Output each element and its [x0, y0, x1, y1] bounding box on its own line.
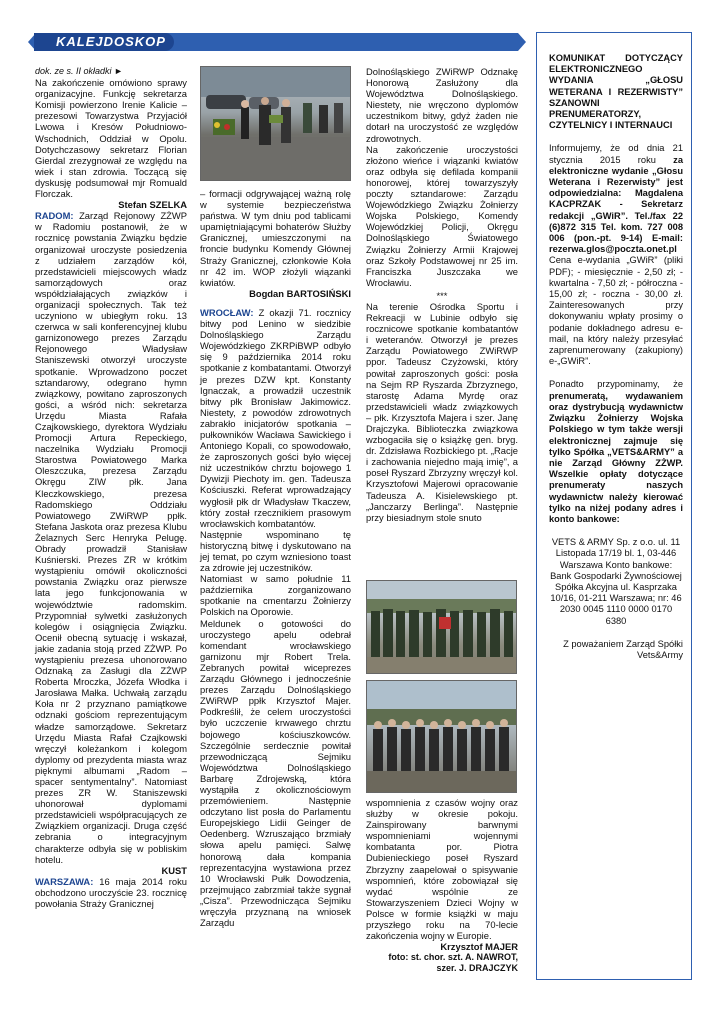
article-paragraph: Na zakończenie omówiono sprawy organizacyjne. Funkcję sekretarza Komisji powierzono Irenie Kalicie – prezesowi Towarzystwa Przyjaciół Lwowa i Kresów Południowo-Wschodnich, Oddział w Opolu. Dotychczasowy sekretarz Florian Gierdal zrezygnował ze względu na wiek i stan zdrowia. Toczącą się dyskusję podsumował mjr Romuald Florczak. [35, 77, 187, 200]
announcement-pricing: Cena e-wydania „GWiR” (pliki PDF); - miesięcznie - 2,50 zł; - kwartalna - 7,50 zł; - półroczna - 15,00 zł; - roczna - 30,00 zł. Zainteresowanych przy dokonywaniu wpłaty prosimy o podanie dokładnego adresu e-mail, na który należy przesyłać zaprenumerowany (zakupiony) e-„GWiR”. [549, 255, 683, 367]
company-address: VETS & ARMY Sp. z o.o. ul. 11 Listopada 17/19 bl. 1, 03-446 Warszawa Konto bankowe: Bank Gospodarki Żywnościowej Spółka Akcyjna ul. Kasprzaka 10/16, 01-211 Warszawa; nr: 46 2030 0045 1110 0000 0170 6380 [550, 537, 682, 626]
announcement-contact: za elektroniczne wydanie „Głosu Weterana i Rezerwisty” jest odpowiedzialna: Magdalena KACPRZAK - Sekretarz redakcji „GWiR”. Tel./fax 22 (6)872 315 Tel. kom. 727 008 006 (pon.-pt. 9-14) E-mail: rezerwa.glos@poczta.onet.pl [549, 154, 683, 255]
column-3 [366, 66, 518, 523]
article-text: Z okazji 71. rocznicy bitwy pod Lenino w siedzibie Dolnośląskiego Zarządu Wojewódzkiego ZKRPiBWP odbyło się 9 października 2014 roku spotkanie z kombatantami. Otworzył je prezes DZW kpt. Konstanty Ignaczak, a prowadził uczestnik bitwy płk Bronisław Jakimowicz. Niestety, z powodów zdrowotnych zabrakło inicjatorów spotkania – pułkowników Wacława Sawickiego i Antoniego Kopali, co spowodowało, że zaproszonych gości było więcej niż uczestników chrztu bojowego 1 Dywizji Piechoty im. gen. Tadeusza Kościuszki. Referat wprowadzający wygłosił płk dr Władysław Tkaczew, który został rzecznikiem prasowym wrocławskich kombatantów. [200, 306, 351, 529]
photo-ceremony-warsaw [200, 66, 351, 181]
header-arrow-right-icon [518, 33, 526, 51]
article-signature: Stefan SZELKA [118, 199, 187, 211]
photo-lubin-group-1 [366, 580, 517, 674]
announcement-text: Informujemy, że od dnia 21 stycznia 2015 roku [549, 143, 683, 165]
announcement-heading: KOMUNIKAT DOTYCZĄCY ELEKTRONICZNEGO WYDANIA „GŁOSU WETERANA I REZERWISTY” SZANOWNI PRENUMERATORZY, CZYTELNICY I INTERNAUCI [549, 53, 683, 131]
article-signature: Bogdan BARTOSIŃSKI [249, 287, 351, 299]
article-signature: Krzysztof MAJER [440, 941, 518, 953]
column-1 [35, 66, 187, 909]
photo-ceremony-warsaw-image [201, 67, 351, 181]
article-lead: RADOM: [35, 210, 74, 222]
article-paragraph: Na zakończenie uroczystości złożono wieńce i wiązanki kwiatów oraz odbyła się defilada kompanii honorowej, której towarzyszyły poczty sztandarowe: Zarządu Wojewódzkiego Związku Żołnierzy Wojska Polskiego, Komendy Wojewódzkiej Policji, Okręgu Dolnośląskiego Światowego Związku Żołnierzy Armii Krajowej oraz Szkoły Podstawowej nr 25 im. Franciszka Juszczaka we Wrocławiu. [366, 143, 518, 288]
column-2 [200, 188, 351, 928]
announcement-text: Ponadto przypominamy, że [549, 379, 683, 390]
article-paragraph: Na terenie Ośrodka Sportu i Rekreacji w Lubinie odbyło się rocznicowe spotkanie kombatantów i weteranów. Otworzył je prezes Zarządu Powiatowego ZWiRWP ppor. Tadeusz Czyżowski, który powitał zaproszonych gości: posła na Sejm RP Ryszarda Zbrzyznego, starostę Adama Myrdę oraz przedstawicieli władz związkowych – płk. Krzysztofa Majera i szer. Janę Drajczyka. Biblioteczka związkowa wzbogaciła się o książkę gen. bryg. dr. Zdzisława Rozbickiego pt. „Racje i zachowania niejedno mają imię”, a poseł Ryszard Zbrzyzny wręczył kol. Krzysztofowi Majerowi opracowanie Tadeusza A. Kisielewskiego pt. „Janczarzy Berlinga”. Następnie przy biesiadnym stole snuto [366, 300, 518, 523]
announcement-paragraph [549, 379, 683, 525]
photo-lubin-group-1-image [367, 581, 517, 674]
article-paragraph [35, 210, 187, 865]
section-title: KALEJDOSKOP [56, 34, 166, 49]
article-lead: WARSZAWA: [35, 875, 94, 887]
article-paragraph: Meldunek o gotowości do uroczystego apelu odebrał komendant wrocławskiego garnizonu mjr Robert Trela. Zebranych powitał wiceprezes Zarządu Głównego i jednocześnie prezes Zarządu Dolnośląskiego ZWiRWP ppłk Krzysztof Majer. Podkreślił, że celem uroczystości było uczczenie krwawego chrztu bojowego kościuszkowców. Szczególnie serdecznie powitał przewodniczącą Sejmiku Województwa Dolnośląskiego Barbarę Zdrojewską, która wystąpiła z okolicznościowym przemówieniem. Następnie odczytano list posła do Parlamentu Europejskiego Lidii Geinger de Oedenberg. Wzruszająco brzmiały słowa apelu pamięci. Salwę honorową dała kompania reprezentacyjna wystawiona przez 10 Wrocławski Pułk Dowodzenia, przejmująco zabrzmiał także sygnał „Cisza”. Przewodnicząca Sejmiku wręczyła przyznaną na wniosek Zarządu [200, 617, 351, 929]
photo-lubin-group-2-image [367, 681, 517, 793]
announcement-paragraph [549, 143, 683, 367]
column-3-bottom [366, 797, 518, 975]
article-paragraph: wspomnienia z czasów wojny oraz służby w okresie pokoju. Zainspirowany barwnymi wspomnieniami wojennymi kombatanta por. Piotra Dubienieckiego poseł Ryszard Zbrzyzny zaapelował o spisywanie wspomnień, które zobowiązał się wydać wspólnie ze Stowarzyszeniem Dzieci Wojny w Polsce w formie książki w maju przyszłego roku na 70-lecie zakończenia wojny w Europie. [366, 797, 518, 942]
section-header [34, 33, 518, 51]
article-paragraph: Następnie wspominano tę historyczną bitwę i dyskutowano na jej temat, po czym wzniesiono toast za zdrowie jej uczestników. [200, 528, 351, 574]
article-paragraph [200, 307, 351, 529]
announcement-box [536, 32, 692, 980]
closing-regards: Z poważaniem Zarząd Spółki Vets&Army [563, 638, 683, 660]
article-text: Zarząd Rejonowy ZŻWP w Radomiu postanowił, że w rocznicę powstania Związku będzie organizował uroczyste posiedzenia z udziałem zarządów kół, przedstawicieli miejscowych władz samorządowych oraz współdziałających związków i organizacji społecznych. Tak też uczyniono w ubiegłym roku. 13 czerwca w sali konferencyjnej klubu garnizonowego prezes Zarządu Rejonowego Władysław Staniszewski otworzył uroczyste spotkanie. Wprowadzono poczet sztandarowy, odegrano hymn związkowy, powitano zaproszonych gości, a wśród nich: sekretarza Urzędu Miasta Rafała Czajkowskiego, dyrektora Wydziału Promocji Artura Repeckiego, naczelnika Wydziału Promocji Starostwa Powiatowego Marka Oleszczuka, prezesa Zarządu Okręgu ZIW płk. Jana Kleczkowskiego, prezesa Radomskiego Oddziału Powiatowego ZWiRWP ppłk. Stefana Jaskota oraz prezesa Klubu Żelaznych Serc Henryka Pelugę. Obrady prowadził Stanisław Kuśnierski. Prezes ZR w krótkim wystąpieniu omówił okoliczności powstania Związku oraz pierwsze lata jego funkcjonowania w województwie radomskim. Przypomniał sylwetki zasłużonych kolegów i osiągnięcia Związku. Ocenił obecną sytuację i wskazał, jakie zadania stoją przed ZŻWP. Po wystąpieniu prezesa uhonorowano Odznaką za Zasługi dla ZŻWP Roberta Mroczka, Józefa Włodka i Jarosława Małka. Uchwałą zarządu Koła nr 2 przyznano pamiątkowe odznaki gościom reprezentującym władze samorządowe. Sekretarz Urzędu Miasta Rafał Czajkowski wręczył koleżankom i kolegom dyplomy od prezydenta miasta wraz pięknymi albumami „Radom – spacer sentymentalny”. Natomiast prezes ZR W. Staniszewski uhonorował dyplomami przedstawicieli współpracujących ze Związkiem organizacji. Druga część zebrania o integracyjnym charakterze odbyła się w pobliskim hotelu. [35, 210, 187, 865]
article-paragraph: Dolnośląskiego ZWiRWP Odznakę Honorową Zasłużony dla Województwa Dolnośląskiego. Niestety, nie wręczono dyplomów uczestnikom bitwy, gdyż żaden nie dotarł na uroczystość ze względów zdrowotnych. [366, 66, 518, 144]
article-paragraph [35, 876, 187, 909]
article-lead: WROCŁAW: [200, 306, 254, 318]
article-signature: KUST [161, 864, 187, 876]
photo-credit: foto: st. chor. szt. A. NAWROT, szer. J. DRAJCZYK [388, 952, 518, 974]
continuation-note: dok. ze s. II okładki ► [35, 66, 123, 76]
section-separator: *** [436, 289, 448, 301]
photo-lubin-group-2 [366, 680, 517, 793]
article-text: 16 maja 2014 roku obchodzono uroczyście 23. rocznicę powołania Straży Granicznej [35, 875, 187, 910]
article-paragraph: – formacji odgrywającej ważną rolę w systemie bezpieczeństwa państwa. W tym dniu pod tablicami upamiętniającymi bohaterów Służby Granicznej, umieszczonymi na froncie budynku Komendy Głównej Straży Granicznej, członkowie Koła nr 42 im. WOP złożyli wiązanki kwiatów. [200, 188, 351, 288]
article-paragraph: Natomiast w samo południe 11 października zorganizowano spotkanie na cmentarzu Żołnierzy Polskich na Oporowie. [200, 573, 351, 618]
announcement-notice: prenumeratą, wydawaniem oraz dystrybucją wydawnictw Związku Żołnierzy Wojska Polskiego w tym także wersji elektronicznej zajmuje się tylko Spółka „VETS&ARMY” a nie Zarząd Główny ZŻWP. Wszelkie opłaty dotyczące prenumeraty naszych wydawnictw należy kierować tylko na niżej podany adres i konto bankowe: [549, 390, 683, 524]
